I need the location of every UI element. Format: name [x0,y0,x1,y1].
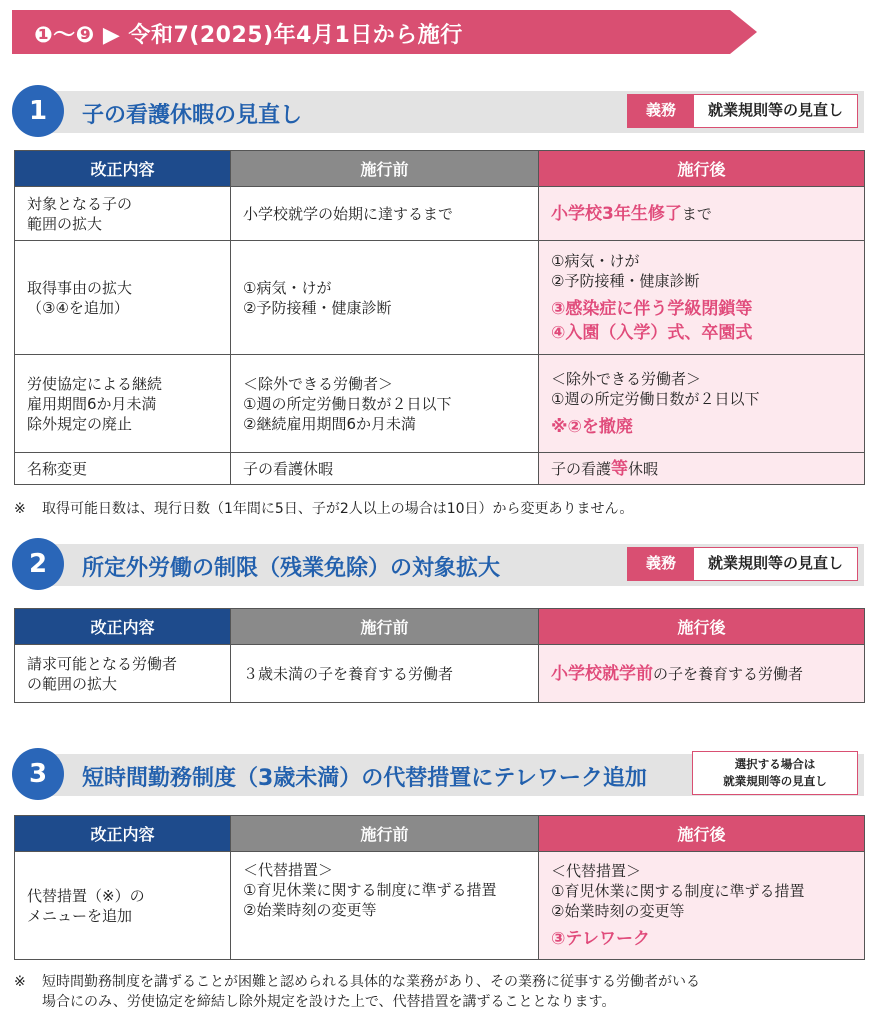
section3-header [12,748,864,800]
after-cell [539,645,865,703]
section1-tag [627,94,858,128]
section3-tag-line1: 選択する場合は [734,757,816,771]
table-row [15,355,865,453]
table-header-row [15,816,865,852]
cell-text: 小学校就学の始期に達するまで [243,204,454,223]
section1-number-badge: 1 [12,85,64,137]
cell-text: の子を養育する労働者 [653,664,804,683]
section3-number-badge: 3 [12,748,64,800]
cell-text: 請求可能となる労働者 [27,654,178,673]
cell-text: ②始業時刻の変更等 [243,901,377,919]
col-header-after: 施行後 [539,151,865,187]
highlight-text: 等 [611,458,629,479]
note-mark: ※ [14,974,26,990]
col-header-revision: 改正内容 [15,151,231,187]
section2-number-badge: 2 [12,538,64,590]
col-header-before: 施行前 [231,151,539,187]
section1-header [12,85,864,137]
table-row [15,187,865,241]
table-row [15,852,865,960]
cell-text: 除外規定の廃止 [27,414,133,433]
after-cell [539,453,865,485]
cell-text: ３歳未満の子を養育する労働者 [243,664,454,683]
after-cell [539,355,865,453]
after-cell [539,852,865,960]
top-banner [12,10,757,54]
section2-header [12,538,864,590]
cell-text: ①病気・けが [551,251,640,270]
revision-cell [15,241,231,355]
note-text: 短時間勤務制度を講ずることが困難と認められる具体的な業務があり、その業務に従事する労働者がいる [42,974,700,990]
cell-text: 雇用期間6か月未満 [27,394,157,413]
section3-table [14,815,865,960]
section2-table [14,608,865,703]
cell-text: メニューを追加 [27,906,133,925]
before-cell [231,453,539,485]
cell-text: ①週の所定労働日数が２日以下 [551,389,760,408]
cell-text: ＜代替措置＞ [551,861,642,880]
cell-text: 子の看護 [551,459,612,478]
cell-text: ①病気・けが [243,278,332,297]
col-header-before: 施行前 [231,816,539,852]
section1-note [14,499,633,519]
after-cell [539,241,865,355]
highlight-text: 小学校3年生修了 [551,203,682,224]
section2-tag-obligation: 義務 [628,548,694,580]
cell-text: 休暇 [628,459,659,478]
section3-tag-line2: 就業規則等の見直し [723,774,827,788]
cell-text: ＜除外できる労働者＞ [243,374,394,393]
section3-title: 短時間勤務制度（3歳未満）の代替措置にテレワーク追加 [82,766,647,791]
cell-text: 代替措置（※）の [27,886,145,905]
revision-cell [15,355,231,453]
table-row [15,645,865,703]
highlight-text: ③感染症に伴う学級閉鎖等 [551,298,753,319]
banner-text: ❶～❾ ▶ 令和7(2025)年4月1日から施行 [34,23,463,48]
highlight-text: ※②を撤廃 [551,416,633,437]
before-cell [231,852,539,960]
before-cell [231,241,539,355]
before-cell [231,187,539,241]
section1-table [14,150,865,485]
cell-text: 対象となる子の [27,194,133,213]
table-header-row [15,151,865,187]
col-header-revision: 改正内容 [15,609,231,645]
before-cell [231,645,539,703]
highlight-text: ④入園（入学）式、卒園式 [551,322,753,343]
cell-text: 子の看護休暇 [243,459,334,478]
col-header-revision: 改正内容 [15,816,231,852]
cell-text: まで [681,204,712,223]
section2-tag-rules: 就業規則等の見直し [707,554,843,572]
cell-text: 取得事由の拡大 [27,278,133,297]
cell-text: ②予防接種・健康診断 [551,271,700,290]
section2-title: 所定外労働の制限（残業免除）の対象拡大 [82,556,501,581]
cell-text: ②継続雇用期間6か月未満 [243,414,416,433]
cell-text: 労使協定による継続 [27,374,163,393]
col-header-before: 施行前 [231,609,539,645]
table-header-row [15,609,865,645]
cell-text: ①週の所定労働日数が２日以下 [243,394,452,413]
revision-cell [15,187,231,241]
note-mark: ※ [14,501,26,517]
revision-cell [15,645,231,703]
after-cell [539,187,865,241]
note-text: 取得可能日数は、現行日数（1年間に5日、子が2人以上の場合は10日）から変更ありません。 [42,501,634,517]
cell-text: ②予防接種・健康診断 [243,298,392,317]
revision-cell [15,453,231,485]
section2-tag [627,547,858,581]
cell-text: ①育児休業に関する制度に準ずる措置 [551,881,805,900]
before-cell [231,355,539,453]
cell-text: （③④を追加） [27,298,129,317]
section3-note [14,972,700,1012]
cell-text: ＜除外できる労働者＞ [551,369,702,388]
highlight-text: ③テレワーク [551,928,651,949]
cell-text: 名称変更 [27,459,88,478]
cell-text: 範囲の拡大 [27,214,103,233]
cell-text: ②始業時刻の変更等 [551,901,685,920]
cell-text: の範囲の拡大 [27,674,118,693]
table-row [15,241,865,355]
section1-tag-obligation: 義務 [628,95,694,127]
cell-text: ＜代替措置＞ [243,861,334,879]
highlight-text: 小学校就学前 [551,663,653,684]
section1-title: 子の看護休暇の見直し [82,103,303,128]
section3-tag [692,751,858,795]
col-header-after: 施行後 [539,609,865,645]
col-header-after: 施行後 [539,816,865,852]
cell-text: ①育児休業に関する制度に準ずる措置 [243,881,497,899]
section1-tag-rules: 就業規則等の見直し [707,101,843,119]
table-row [15,453,865,485]
revision-cell [15,852,231,960]
note-text: 場合にのみ、労使協定を締結し除外規定を設けた上で、代替措置を講ずることとなります。 [42,994,616,1010]
